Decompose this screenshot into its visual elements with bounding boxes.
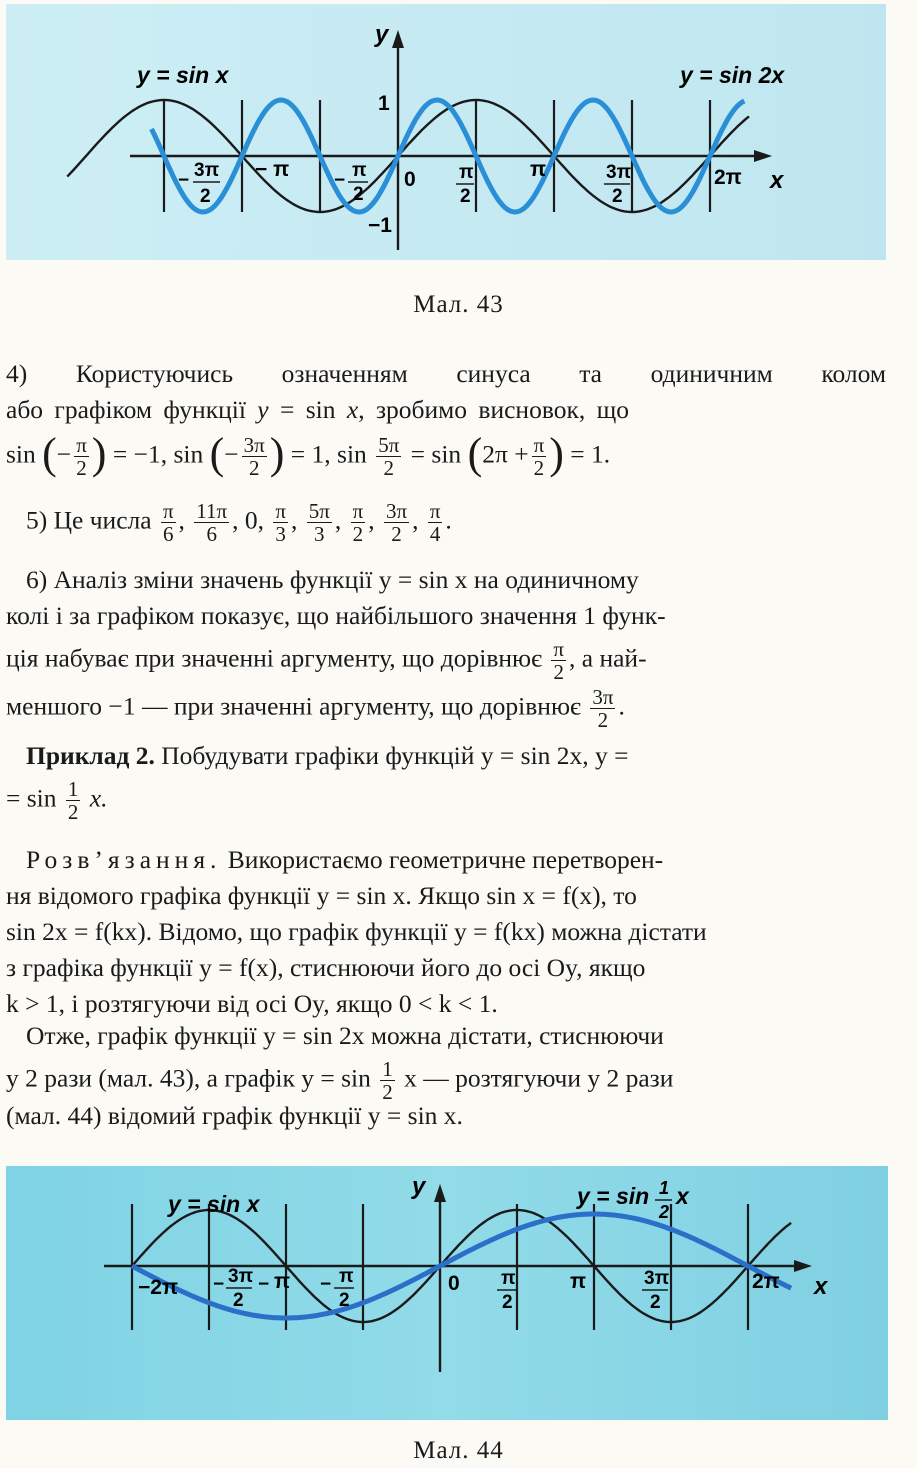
sol-l1-rest: Використаємо геометричне перетворен- (227, 845, 664, 874)
svg-text:1: 1 (659, 1178, 670, 1198)
p5-frac (194, 500, 229, 545)
sol-word: Розв’язання. (26, 845, 222, 874)
den: 3 (307, 522, 332, 545)
paren-close: ) (91, 428, 107, 478)
p5-frac (384, 500, 409, 545)
p4-word: колом (821, 359, 886, 388)
figure-43-tick-one: 1 (378, 92, 390, 115)
svg-text:−: − (258, 1274, 270, 1295)
sol-line-4: з графіка функції y = f(x), стиснюючи його до осі Oy, якщо (6, 953, 646, 982)
svg-text:−: − (213, 1274, 225, 1295)
figure-43-label-sin-2x: y = sin 2x (680, 62, 785, 88)
p6-line-4 (6, 686, 625, 731)
num: 5π (378, 433, 400, 457)
p4-word: означенням (281, 359, 408, 388)
figure-43-tick-2pi: 2π (714, 166, 742, 189)
num: 1 (382, 1057, 393, 1081)
figure-44-tick-2pi: 2π (752, 1270, 780, 1293)
frac-5pi-2 (376, 434, 401, 479)
num: π (76, 433, 87, 457)
p4-eq4: = 1. (570, 439, 611, 469)
figure-43-background (6, 4, 886, 260)
paren-open: ( (209, 428, 225, 478)
svg-text:3π: 3π (606, 162, 632, 183)
den: 2 (532, 456, 547, 479)
p5-line: 5) Це числа $\frac{\pi}{6}$ , $\frac{11\pi}{6}$ , 0, $\frac{\pi}{3}$ , $\frac{5\pi}{3}$ , $\frac{\pi}{2}$ , $\frac{3\pi}{2}$ , $\frac{\pi}{4}$ . (26, 499, 452, 546)
den: 6 (194, 522, 229, 545)
figure-43-tick-pi: π (530, 158, 547, 181)
p4-minus: − (56, 439, 72, 469)
den: 6 (161, 522, 176, 545)
figure-44 (0, 1160, 917, 1428)
p5-frac (428, 500, 443, 545)
p6-l4-a: меншого −1 — при значенні аргументу, що дорівнює (6, 691, 581, 721)
svg-text:y = sin: y = sin (577, 1183, 650, 1209)
svg-text:2: 2 (339, 1290, 350, 1311)
p5-frac (307, 500, 332, 545)
ex2-line-2 (6, 778, 107, 823)
sol-line-2: ня відомого графіка функції y = sin x. Якщо sin x = f(x), то (6, 881, 637, 910)
figure-43-tick-zero: 0 (404, 168, 416, 191)
p4-minus: − (224, 439, 239, 469)
svg-text:2: 2 (659, 1202, 670, 1222)
figure-44-axis-x-label: x (814, 1273, 828, 1300)
svg-text:3π: 3π (228, 1266, 254, 1287)
p4-word: синуса (456, 359, 531, 388)
den: 2 (351, 522, 366, 545)
den: 4 (428, 522, 443, 545)
paren-close: ) (269, 428, 285, 478)
figure-43-tick-minus-one: −1 (368, 214, 392, 237)
p6-l3-a: ція набуває при значенні аргументу, що дорівнює (6, 643, 543, 673)
frac-pi-2 (74, 434, 89, 479)
figure-43-axis-x-label: x (770, 167, 784, 194)
num: π (275, 499, 286, 523)
paren-open: ( (42, 428, 57, 478)
num: π (533, 433, 545, 457)
num: 11π (196, 499, 228, 523)
svg-text:−: − (178, 170, 190, 191)
frac-pi-2 (551, 638, 566, 683)
p6-line-2: колі і за графіком показує, що найбільшого значення 1 функ- (6, 601, 666, 630)
p5-frac (351, 500, 366, 545)
svg-text:2: 2 (502, 1292, 513, 1313)
sol-line-5: k > 1, і розтягуючи від осі Oy, якщо 0 < k < 1. (6, 989, 498, 1018)
svg-text:2: 2 (233, 1290, 244, 1311)
p4-line-3-formula (6, 428, 611, 480)
den: 2 (376, 456, 401, 479)
num: π (352, 499, 364, 523)
paren-open: ( (467, 428, 483, 478)
figure-43-axis-y-label: y (375, 21, 389, 48)
num: 3π (592, 685, 614, 709)
ex2-l2-a: = sin (6, 783, 57, 813)
p4-word: та (579, 359, 602, 388)
p5-zero: 0 (244, 505, 258, 535)
frac-3pi-2 (242, 434, 267, 479)
p4-l2-c: = sin (280, 395, 336, 424)
sol-line-1 (26, 842, 663, 878)
p5-end: . (445, 505, 452, 535)
svg-text:2: 2 (353, 184, 364, 205)
figure-44-tick-pi: π (570, 1270, 587, 1293)
fin-line-1: Отже, графік функції y = sin 2x можна дістати, стиснюючи (26, 1021, 664, 1050)
p4-line-1 (6, 356, 886, 392)
frac-1-2 (380, 1058, 395, 1103)
num: 1 (67, 777, 79, 801)
p4-l2-a: або графіком функції (6, 395, 246, 424)
ex2-l2-b: x. (89, 783, 108, 813)
figure-43-tick-neg-pi: − π (255, 158, 290, 181)
num: 5π (308, 499, 330, 523)
sol-line-3: sin 2x = f(kx). Відомо, що графік функції y = f(kx) можна дістати (6, 917, 707, 946)
den: 2 (590, 708, 615, 731)
p6-l4-b: . (618, 691, 625, 721)
ex2-heading: Приклад 2. (26, 741, 155, 770)
svg-text:3π: 3π (644, 1268, 670, 1289)
p4-l2-d: x (346, 395, 359, 424)
figure-43-caption: Мал. 43 (413, 291, 504, 318)
figure-43-graph (0, 0, 917, 262)
figure-44-label-sin-x: y = sin x (168, 1191, 260, 1217)
figure-44-caption: Мал. 44 (413, 1437, 504, 1464)
frac-3pi-2 (590, 686, 615, 731)
svg-text:π: π (459, 162, 474, 183)
den: 2 (74, 456, 89, 479)
svg-text:−: − (320, 1274, 332, 1295)
figure-44-tick-neg-2pi: −2π (138, 1276, 179, 1299)
figure-43-label-sin-x: y = sin x (137, 62, 229, 88)
figure-43 (0, 0, 917, 262)
svg-text:π: π (339, 1266, 354, 1287)
p6-l3-b: , а най- (569, 643, 647, 673)
num: 3π (385, 499, 408, 523)
p6-line-3 (6, 638, 647, 683)
fin-line-2 (6, 1058, 673, 1103)
den: 2 (242, 456, 267, 479)
svg-text:2: 2 (200, 186, 211, 207)
num: π (429, 499, 441, 523)
fin-l2-a: у 2 рази (мал. 43), а графік y = sin (6, 1063, 371, 1093)
svg-text:3π: 3π (194, 160, 220, 181)
frac-1-2 (66, 778, 81, 823)
den: 2 (67, 800, 79, 824)
den: 2 (384, 522, 409, 545)
den: 2 (551, 660, 566, 683)
p4-2pi-plus: 2π + (482, 439, 529, 469)
svg-text:−: − (334, 170, 346, 191)
p5-intro: 5) Це числа (26, 505, 152, 535)
p4-line-2 (6, 392, 629, 428)
num: π (162, 499, 174, 523)
paren-close: ) (549, 428, 564, 478)
ex2-rest: Побудувати графіки функцій y = sin 2x, y = (161, 741, 629, 770)
svg-text:π: π (352, 160, 367, 181)
fin-l2-b: x — розтягуючи у 2 рази (404, 1063, 674, 1093)
p5-frac (273, 500, 288, 545)
svg-text:2: 2 (612, 186, 623, 207)
p4-sin: sin (6, 439, 36, 469)
fin-line-3: (мал. 44) відомий графік функції y = sin x. (6, 1101, 463, 1130)
den: 3 (273, 522, 288, 545)
num: π (553, 637, 565, 661)
num: 3π (243, 433, 265, 457)
ex2-line-1 (26, 738, 629, 774)
p4-eq1: = −1, sin (112, 439, 204, 469)
p4-l2-e: , зробимо висновок, що (358, 395, 629, 424)
svg-text:π: π (501, 1268, 516, 1289)
p4-word: 4) (6, 359, 28, 388)
svg-text:2: 2 (460, 186, 471, 207)
figure-44-tick-neg-pi: π (274, 1270, 291, 1293)
p4-l2-b: y (257, 395, 269, 424)
p6-line-1: 6) Аналіз зміни значень функції y = sin x на одиничному (26, 565, 639, 594)
figure-44-tick-zero: 0 (448, 1272, 460, 1295)
den: 2 (382, 1080, 393, 1104)
svg-text:x: x (676, 1183, 689, 1209)
p5-frac (161, 500, 176, 545)
frac-pi-2b (532, 434, 547, 479)
svg-text:2: 2 (650, 1292, 661, 1313)
p4-eq3: = sin (410, 439, 462, 469)
p4-word: одиничним (650, 359, 773, 388)
p4-word: Користуючись (75, 359, 234, 388)
figure-44-axis-y-label: y (412, 1173, 426, 1200)
figure-44-graph (0, 1160, 917, 1428)
p4-eq2: = 1, sin (290, 439, 367, 469)
